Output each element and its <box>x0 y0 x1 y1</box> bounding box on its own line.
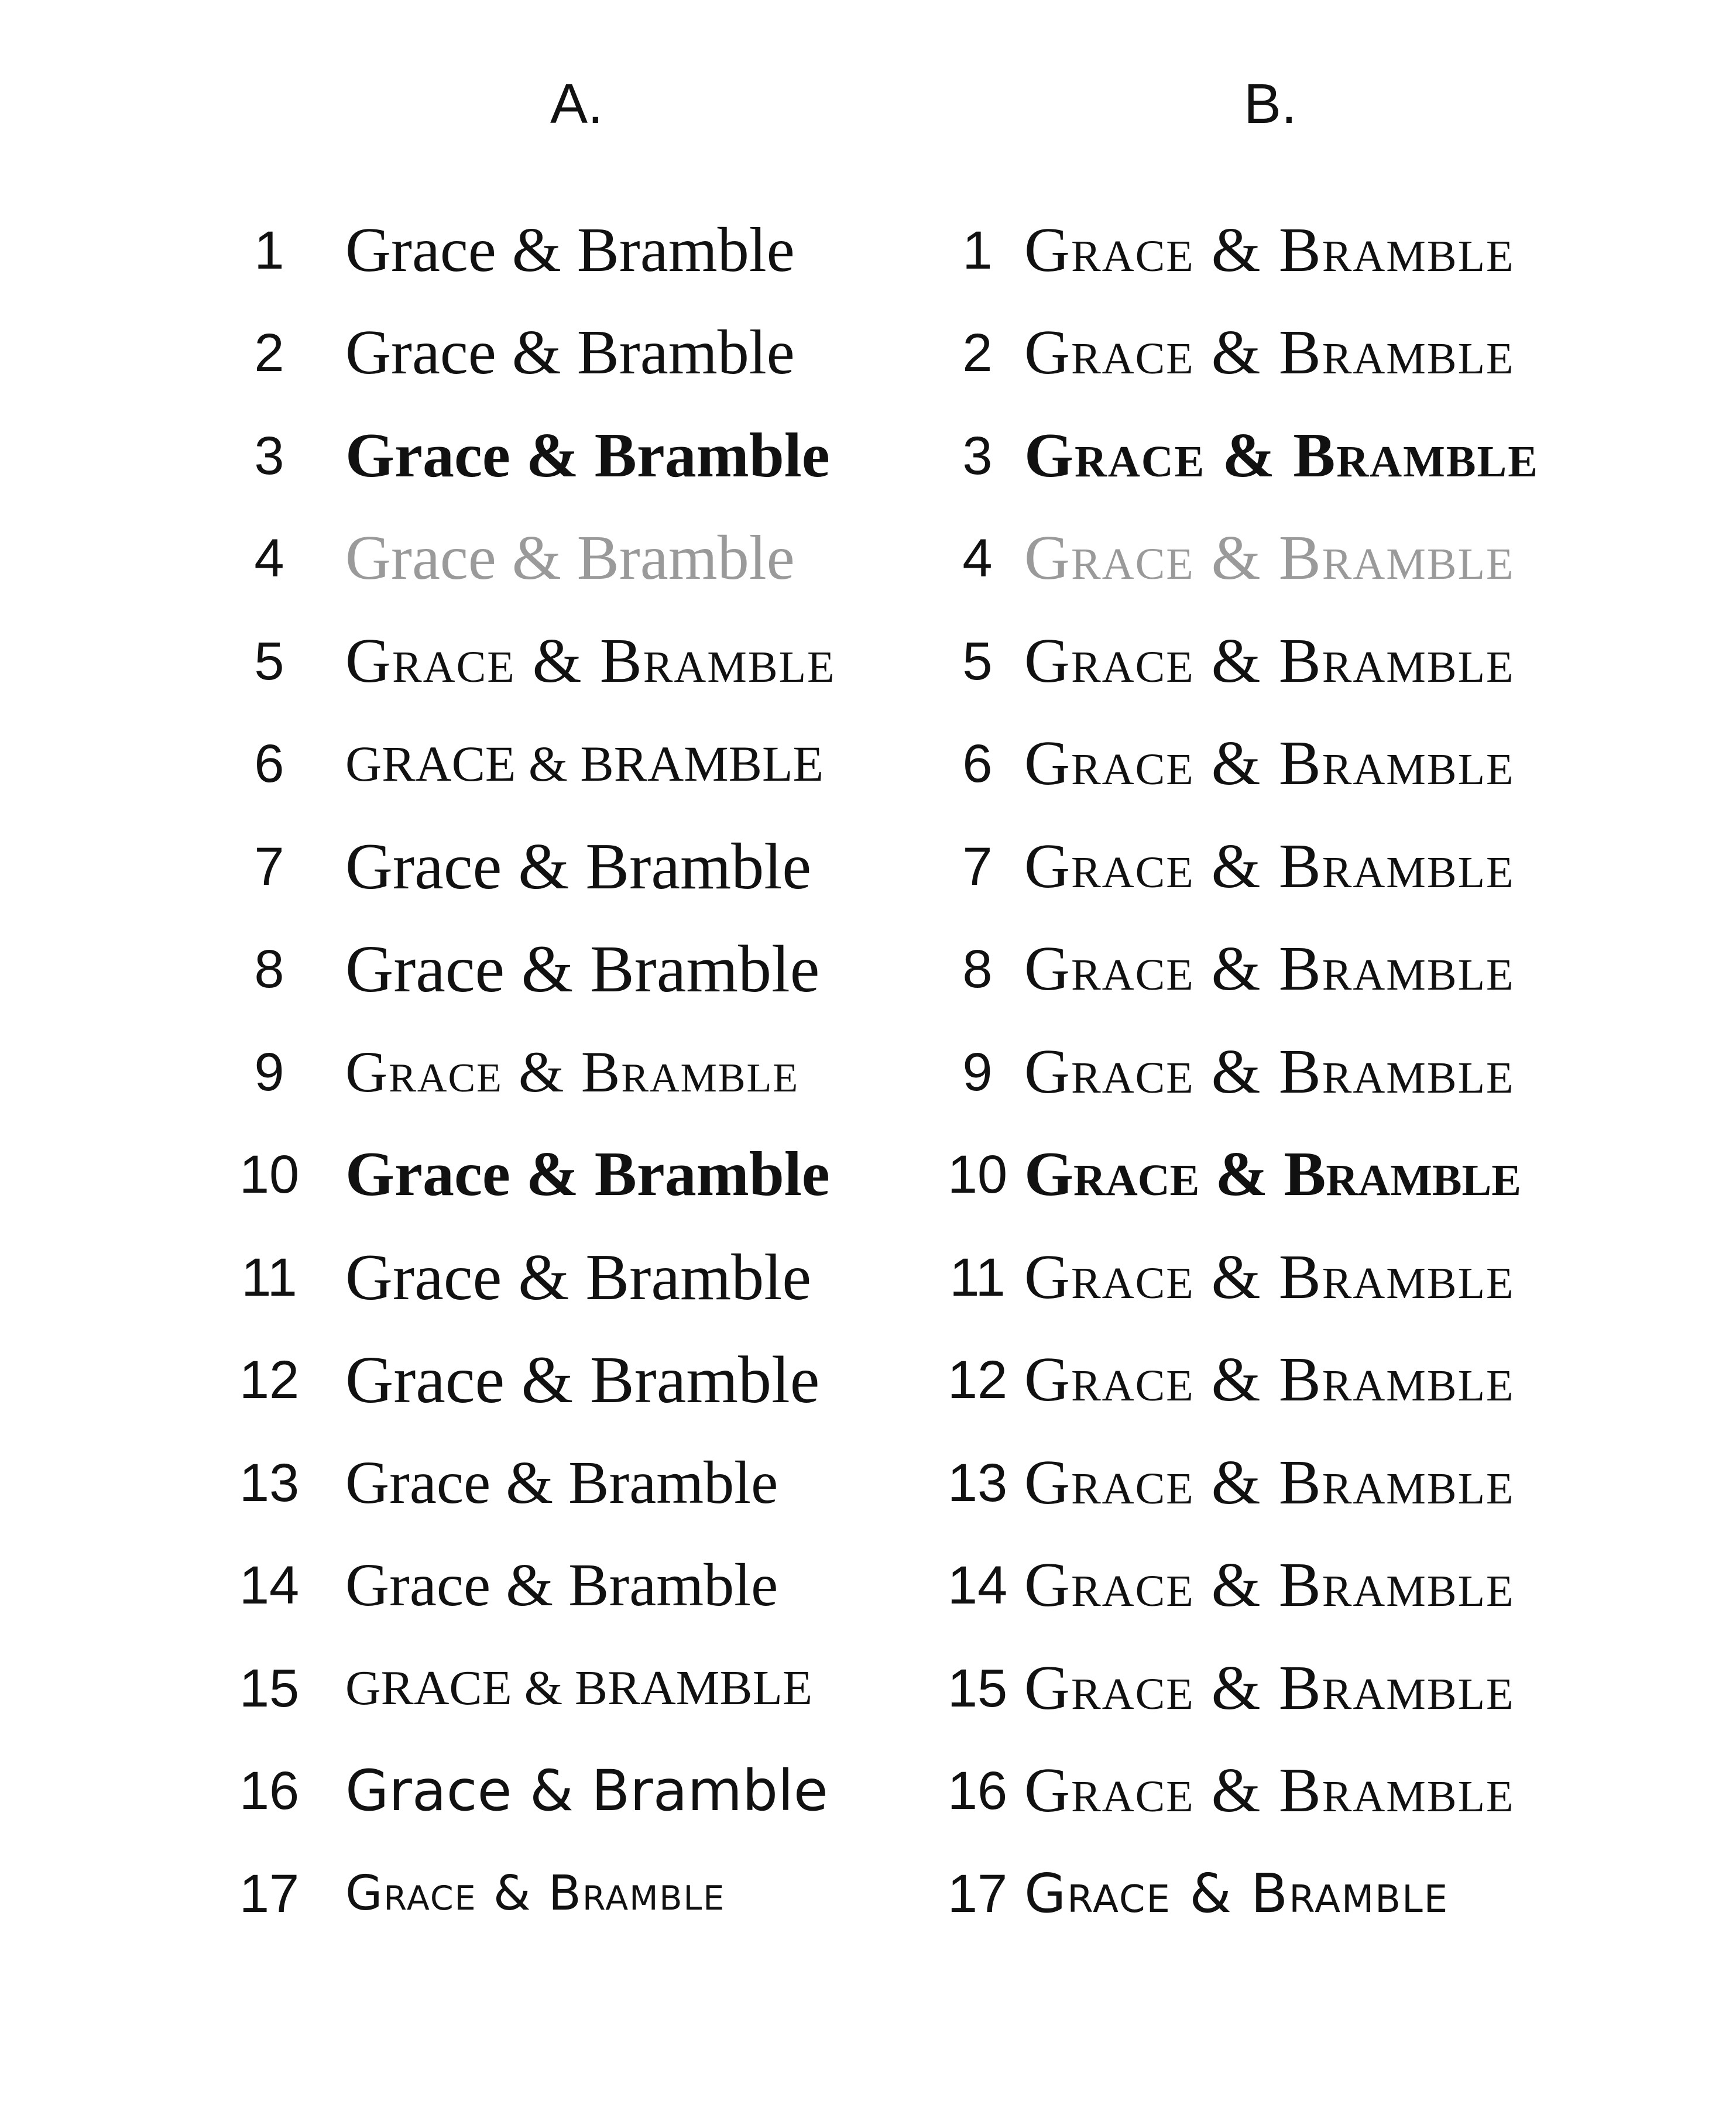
font-sample: Grace & Bramble <box>345 1343 820 1417</box>
font-option-a-10[interactable] <box>222 1124 1042 1227</box>
font-sample: Grace & Bramble <box>1024 729 1515 799</box>
font-option-b-6[interactable] <box>931 713 1736 816</box>
font-option-a-14[interactable] <box>222 1534 1042 1637</box>
font-option-b-12[interactable] <box>931 1329 1736 1432</box>
font-sample: Grace & Bramble <box>345 626 836 696</box>
font-sample: Grace & Bramble <box>1024 420 1539 490</box>
font-option-b-14[interactable] <box>931 1534 1736 1637</box>
font-sample: Grace & Bramble <box>1024 1036 1515 1107</box>
font-option-b-5[interactable] <box>931 610 1736 713</box>
font-sample: Grace & Bramble <box>345 830 812 903</box>
option-number: 5 <box>254 631 284 691</box>
font-sample: Grace & Bramble <box>345 1448 778 1516</box>
option-number: 12 <box>239 1350 300 1410</box>
option-number: 8 <box>254 939 284 1000</box>
column-a-font-list <box>222 199 1042 1945</box>
font-option-a-8[interactable] <box>222 918 1042 1021</box>
font-option-b-10[interactable] <box>931 1124 1736 1227</box>
option-number: 16 <box>947 1761 1008 1821</box>
font-option-b-15[interactable] <box>931 1637 1736 1740</box>
font-sample: Grace & Bramble <box>1024 934 1515 1004</box>
option-number: 15 <box>947 1658 1008 1718</box>
font-option-b-16[interactable] <box>931 1740 1736 1843</box>
font-option-b-1[interactable] <box>931 199 1736 302</box>
column-a-header: A. <box>550 73 603 135</box>
option-number: 5 <box>962 631 993 691</box>
option-number: 15 <box>239 1658 300 1718</box>
font-option-b-7[interactable] <box>931 815 1736 918</box>
font-option-a-2[interactable] <box>222 302 1042 405</box>
font-option-a-6[interactable] <box>222 713 1042 816</box>
font-option-a-13[interactable] <box>222 1431 1042 1534</box>
font-sample: Grace & Bramble <box>1024 1139 1521 1210</box>
font-sample: Grace & Bramble <box>345 318 795 388</box>
font-option-b-8[interactable] <box>931 918 1736 1021</box>
option-number: 4 <box>962 528 993 589</box>
font-option-a-5[interactable] <box>222 610 1042 713</box>
font-option-a-17[interactable] <box>222 1842 1042 1945</box>
font-sample: GRACE & BRAMBLE <box>345 736 824 792</box>
option-number: 14 <box>947 1556 1008 1616</box>
option-number: 7 <box>254 836 284 897</box>
font-option-a-3[interactable] <box>222 404 1042 507</box>
column-b-font-list <box>931 199 1736 1945</box>
font-option-b-11[interactable] <box>931 1226 1736 1329</box>
font-option-b-4[interactable] <box>931 507 1736 610</box>
option-number: 10 <box>947 1145 1008 1205</box>
option-number: 8 <box>962 939 993 1000</box>
font-sample: Grace & Bramble <box>1024 831 1515 901</box>
font-sample: Grace & Bramble <box>345 215 795 285</box>
font-sample: Grace & Bramble <box>345 523 795 593</box>
font-sample: Grace & Bramble <box>345 1865 726 1921</box>
font-option-b-9[interactable] <box>931 1021 1736 1124</box>
font-sample: Grace & Bramble <box>345 1551 778 1619</box>
font-option-a-12[interactable] <box>222 1329 1042 1432</box>
option-number: 13 <box>947 1453 1008 1513</box>
font-sample: GRACE & BRAMBLE <box>345 1660 813 1715</box>
option-number: 9 <box>962 1042 993 1102</box>
font-sample: Grace & Bramble <box>345 1758 828 1824</box>
option-number: 14 <box>239 1556 300 1616</box>
option-number: 17 <box>239 1863 300 1924</box>
font-option-b-17[interactable] <box>931 1842 1736 1945</box>
option-number: 2 <box>254 323 284 383</box>
font-option-a-9[interactable] <box>222 1021 1042 1124</box>
font-sample: Grace & Bramble <box>1024 1447 1515 1517</box>
font-sample: Grace & Bramble <box>1024 523 1515 593</box>
option-number: 12 <box>947 1350 1008 1410</box>
font-sample: Grace & Bramble <box>1024 1862 1449 1925</box>
option-number: 6 <box>254 734 284 794</box>
font-sample: Grace & Bramble <box>345 1241 812 1314</box>
column-b-header: B. <box>1244 73 1297 135</box>
font-sample: Grace & Bramble <box>345 420 830 490</box>
option-number: 4 <box>254 528 284 589</box>
option-number: 10 <box>239 1145 300 1205</box>
font-sample: Grace & Bramble <box>1024 1756 1515 1826</box>
option-number: 16 <box>239 1761 300 1821</box>
font-sample: Grace & Bramble <box>1024 1345 1515 1415</box>
option-number: 3 <box>962 425 993 486</box>
option-number: 9 <box>254 1042 284 1102</box>
font-sample: Grace & Bramble <box>1024 215 1515 285</box>
font-option-b-2[interactable] <box>931 302 1736 405</box>
font-sample: Grace & Bramble <box>345 932 820 1007</box>
font-sample: Grace & Bramble <box>345 1039 800 1104</box>
font-sample: Grace & Bramble <box>1024 1242 1515 1312</box>
font-option-b-3[interactable] <box>931 404 1736 507</box>
font-option-a-1[interactable] <box>222 199 1042 302</box>
option-number: 13 <box>239 1453 300 1513</box>
option-number: 7 <box>962 836 993 897</box>
font-sample: Grace & Bramble <box>345 1139 830 1210</box>
font-option-a-7[interactable] <box>222 815 1042 918</box>
font-sample: Grace & Bramble <box>1024 318 1515 388</box>
option-number: 11 <box>241 1247 297 1307</box>
font-sample: Grace & Bramble <box>1024 1653 1515 1723</box>
font-option-a-4[interactable] <box>222 507 1042 610</box>
font-option-a-15[interactable] <box>222 1637 1042 1740</box>
font-option-b-13[interactable] <box>931 1431 1736 1534</box>
option-number: 11 <box>949 1247 1006 1307</box>
option-number: 6 <box>962 734 993 794</box>
option-number: 1 <box>962 220 993 280</box>
option-number: 1 <box>254 220 284 280</box>
font-option-a-11[interactable] <box>222 1226 1042 1329</box>
option-number: 17 <box>947 1863 1008 1924</box>
font-option-a-16[interactable] <box>222 1740 1042 1843</box>
option-number: 3 <box>254 425 284 486</box>
font-sample: Grace & Bramble <box>1024 1550 1515 1620</box>
font-sample: Grace & Bramble <box>1024 626 1515 696</box>
option-number: 2 <box>962 323 993 383</box>
